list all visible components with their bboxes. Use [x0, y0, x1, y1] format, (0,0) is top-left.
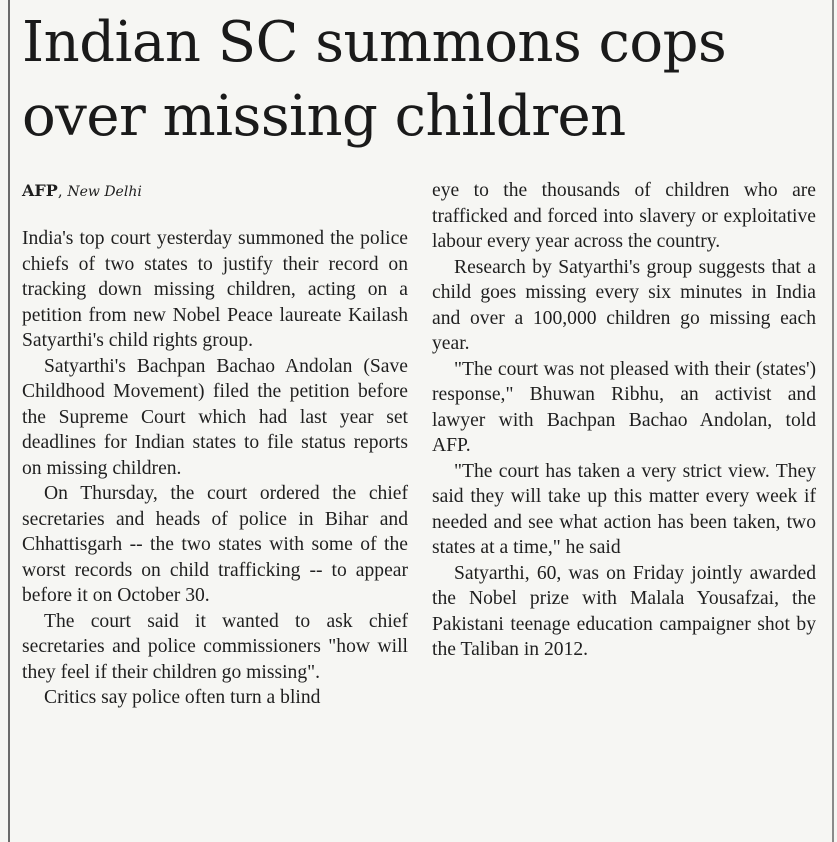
- paragraph: Critics say police often turn a blind: [44, 687, 321, 708]
- byline: AFP, New Delhi: [22, 181, 142, 200]
- paragraph: eye to the thousands of children who are trafficked and forced into slavery or exploitative labour every year across the country.: [432, 180, 816, 252]
- paragraph: Satyarthi, 60, was on Friday jointly awarded the Nobel prize with Malala Yousafzai, the Pakistani teenage education campaigner shot by the Taliban in 2012.: [432, 562, 816, 660]
- article-column-left: [22, 226, 408, 711]
- paragraph: "The court has taken a very strict view. They said they will take up this matter every week if needed and see what action has been taken, two states at a time," he said: [432, 460, 816, 558]
- column-rule-left: [8, 0, 10, 842]
- paragraph: India's top court yesterday summoned the police chiefs of two states to justify their record on tracking down missing children, acting on a petition from new Nobel Peace laureate Kailash Satyarthi's child rights group.: [22, 228, 408, 351]
- column-rule-right: [832, 0, 834, 842]
- paragraph: Satyarthi's Bachpan Bachao Andolan (Save Childhood Movement) filed the petition before the Supreme Court which had last year set deadlines for Indian states to file status reports on missing children.: [22, 355, 408, 479]
- paragraph: Research by Satyarthi's group suggests that a child goes missing every six minutes in India and over a 100,000 children go missing each year.: [432, 256, 816, 354]
- headline: Indian SC summons cops over missing children: [22, 10, 727, 149]
- article-column-right: [432, 178, 816, 663]
- byline-agency: AFP: [22, 181, 58, 200]
- byline-location: New Delhi: [67, 184, 142, 200]
- paragraph: On Thursday, the court ordered the chief secretaries and heads of police in Bihar and Chhattisgarh -- the two states with some of the worst records on child trafficking -- to appear before it on October 30.: [22, 483, 408, 606]
- paragraph: The court said it wanted to ask chief secretaries and police commissioners "how will they feel if their children go missing".: [22, 610, 408, 683]
- paragraph: "The court was not pleased with their (states') response," Bhuwan Ribhu, an activist and lawyer with Bachpan Bachao Andolan, told AFP.: [432, 358, 816, 456]
